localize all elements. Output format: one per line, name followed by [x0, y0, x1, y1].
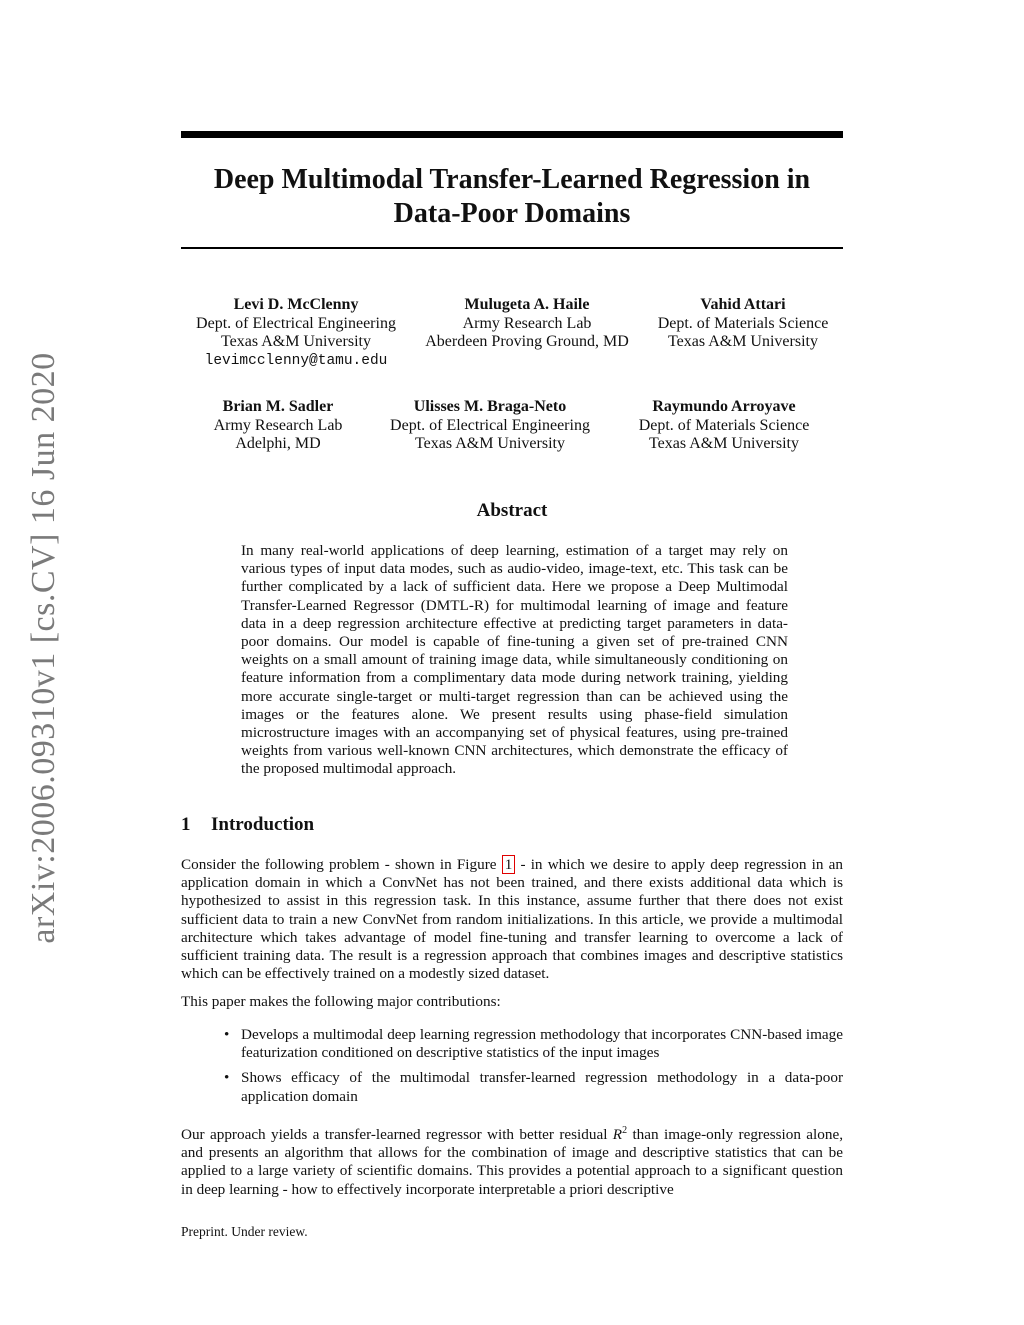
author-affiliation: Army Research Lab: [462, 314, 592, 332]
section-title: Introduction: [211, 814, 315, 835]
author-institution: Texas A&M University: [649, 435, 799, 452]
arxiv-side-identifier: arXiv:2006.09310v1 [cs.CV] 16 Jun 2020: [25, 352, 62, 944]
author-block: [166, 296, 426, 370]
author-name: Ulisses M. Braga-Neto: [413, 398, 567, 415]
figure-reference-link[interactable]: 1: [502, 855, 516, 874]
author-name: Brian M. Sadler: [222, 398, 334, 415]
list-item: [181, 1069, 843, 1105]
contribution-text: Develops a multimodal deep learning regression methodology that incorporates CNN-based image featurization conditioned on descriptive statistics of the input images: [241, 1026, 843, 1062]
bullet-icon: •: [224, 1069, 230, 1087]
section-number: 1: [181, 814, 191, 835]
author-affiliation: Dept. of Materials Science: [638, 416, 810, 434]
author-name: Raymundo Arroyave: [652, 398, 796, 415]
author-affiliation: Dept. of Materials Science: [657, 314, 829, 332]
abstract-heading: Abstract: [476, 500, 548, 521]
author-institution: Aberdeen Proving Ground, MD: [425, 333, 629, 350]
author-block: [360, 398, 620, 454]
title-bottom-rule: [181, 247, 843, 249]
approach-text-rest: than image-only regression alone, and presents an algorithm that allows for the combination of image and descriptive statistics that can be applied to a large variety of scientific domains. This provides a potential approach to a significant question in deep learning - how to effectively incorporate interpretable a priori descriptive: [181, 1126, 843, 1198]
author-affiliation: Dept. of Electrical Engineering: [196, 314, 396, 332]
footer-note: Preprint. Under review.: [181, 1224, 308, 1239]
section-heading: [181, 814, 314, 836]
contribution-text: Shows efficacy of the multimodal transfer-learned regression methodology in a data-poor application domain: [241, 1069, 843, 1105]
author-affiliation: Army Research Lab: [213, 416, 343, 434]
bullet-icon: •: [224, 1026, 230, 1043]
r-squared-symbol: $R^2$: [612, 1125, 628, 1144]
author-name: Mulugeta A. Haile: [464, 296, 590, 313]
intro-text-start: Consider the following problem - shown in Figure: [181, 856, 502, 873]
approach-text-start: Our approach yields a transfer-learned regressor with better residual: [181, 1126, 613, 1144]
author-institution: Texas A&M University: [221, 333, 371, 350]
author-block: [613, 296, 873, 352]
author-name: Vahid Attari: [700, 296, 786, 313]
author-institution: Adelphi, MD: [235, 435, 321, 452]
author-affiliation: Dept. of Electrical Engineering: [390, 416, 590, 434]
author-email[interactable]: levimcclenny@tamu.edu: [204, 352, 388, 369]
paper-title: Deep Multimodal Transfer-Learned Regression in Data-Poor Domains: [213, 164, 811, 229]
list-item: [181, 1026, 843, 1062]
author-name: Levi D. McClenny: [233, 296, 359, 313]
intro-paragraph: [181, 856, 843, 983]
author-institution: Texas A&M University: [415, 435, 565, 452]
abstract-text: In many real-world applications of deep learning, estimation of a target may rely on various types of input data modes, such as audio-video, image-text, etc. This task can be further complicated by a lack of sufficient data. Here we propose a Deep Multimodal Transfer-Learned Regressor (DMTL-R) for multimodal learning of image and feature data in a deep regression architecture effective at predicting target parameters in data-poor domains. Our model is capable of fine-tuning a given set of pre-trained CNN weights on a small amount of training image data, while simultaneously conditioning on feature information from a complimentary data mode during network training, yielding more accurate single-target or multi-target regression than can be achieved using the images or the features alone. We present results using phase-field simulation microstructure images with an accompanying set of physical features, using pre-trained weights from various well-known CNN architectures, which demonstrate the efficacy of the proposed multimodal approach.: [241, 542, 788, 778]
author-institution: Texas A&M University: [668, 333, 818, 350]
intro-text-rest: - in which we desire to apply deep regression in an application domain in which a ConvNet has not been trained, and there exists additional data which is hypothesized to assist in this regression task. In this instance, assume further that there does not exist sufficient data to train a new ConvNet from random initializations. In this article, we provide a multimodal architecture which takes advantage of model fine-tuning and transfer learning to overcome a lack of sufficient training data. The result is a regression approach that combines images and descriptive statistics which can be effectively trained on a modestly sized dataset.: [181, 856, 844, 983]
author-block: [594, 398, 854, 454]
approach-paragraph: [181, 1122, 843, 1199]
contributions-list: [181, 1026, 843, 1113]
title-top-rule: [181, 131, 843, 138]
contributions-intro: This paper makes the following major contributions:: [181, 993, 501, 1010]
